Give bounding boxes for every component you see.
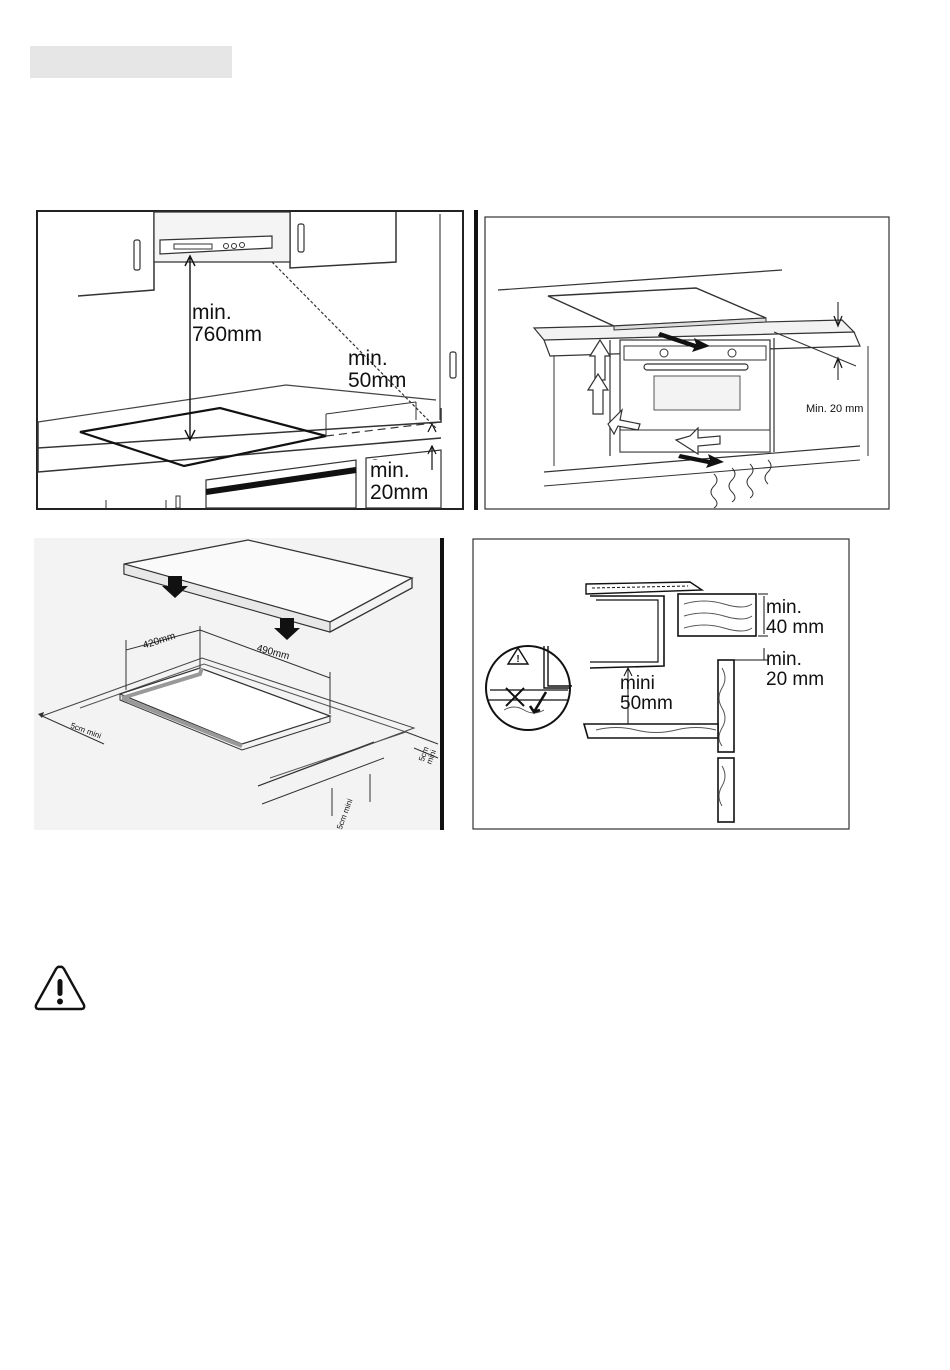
cutout-width-label: 420mm bbox=[141, 630, 177, 652]
figure-cabinet-clearances bbox=[36, 210, 464, 510]
cutout-depth-label: 490mm bbox=[255, 643, 291, 663]
right-margin-label: 5cm mini bbox=[417, 745, 439, 766]
cutout-drawing bbox=[34, 538, 440, 830]
vertical-rule-top bbox=[474, 210, 478, 510]
figure-cutout-dimensions bbox=[34, 538, 440, 830]
back-margin-label: 5cm mini bbox=[69, 721, 103, 741]
under-gap-label: mini 50mm bbox=[620, 673, 673, 714]
figure-section-detail bbox=[472, 538, 850, 830]
warning-triangle-icon bbox=[33, 964, 87, 1012]
oven-drawing bbox=[484, 216, 890, 510]
section-header-bar bbox=[30, 46, 232, 78]
worktop-thickness-label: min. 40 mm bbox=[766, 597, 825, 638]
svg-text:!: ! bbox=[516, 654, 520, 665]
side-clearance-label: min. 50mm bbox=[348, 347, 407, 393]
vertical-rule-bottom bbox=[440, 538, 444, 830]
figure-oven-ventilation bbox=[484, 216, 890, 510]
oven-gap-label: Min. 20 mm bbox=[806, 403, 864, 415]
panel-gap-label: min. 20 mm bbox=[766, 649, 825, 690]
front-clearance-label: min. 20mm bbox=[370, 459, 429, 505]
front-margin-label: 5cm mini bbox=[335, 797, 355, 831]
hood-clearance-label: min. 760mm bbox=[192, 301, 263, 347]
